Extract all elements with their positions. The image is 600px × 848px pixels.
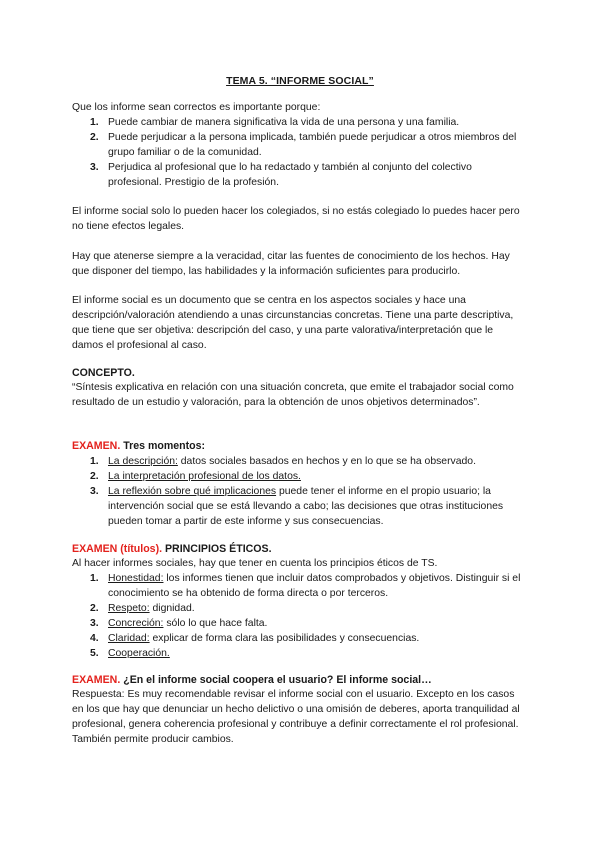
page-title: TEMA 5. “INFORME SOCIAL” <box>226 75 374 87</box>
intro-text: Que los informe sean correctos es importante porque: <box>72 102 321 113</box>
list-number: 1. <box>90 456 99 467</box>
coopera-heading <box>72 673 527 688</box>
list-item <box>72 616 527 631</box>
list-number: 3. <box>90 618 99 629</box>
momentos-list <box>72 454 527 529</box>
list-item-term: La descripción: <box>108 456 178 467</box>
list-item <box>72 454 527 469</box>
list-number: 3. <box>90 486 99 497</box>
concepto-heading: CONCEPTO. <box>72 367 135 379</box>
list-item-text: sólo lo que hace falta. <box>163 618 268 629</box>
list-item <box>72 571 527 601</box>
list-number: 1. <box>90 573 99 584</box>
list-item-text: datos sociales basados en hechos y en lo que se ha observado. <box>177 456 476 467</box>
list-item <box>72 631 527 646</box>
list-item-term: Concreción: <box>108 618 164 629</box>
list-item-text: explicar de forma clara las posibilidades y consecuencias. <box>149 633 420 644</box>
exam-label: EXAMEN. <box>72 440 121 452</box>
list-item-text: Puede perjudicar a la persona implicada, también puede perjudicar a otros miembros del grupo familiar o de la comunidad. <box>108 132 517 158</box>
coopera-text: Respuesta: Es muy recomendable revisar el informe social con el usuario. Excepto en los casos en los que hay que denunciar un hecho delictivo o una omisión de deberes, aporta tranquilidad al profesional, genera coherencia profesional y contribuye a definir correctamente el rol profesional. También permite producir cambios. <box>72 689 520 745</box>
list-number: 5. <box>90 648 99 659</box>
exam-label: EXAMEN. <box>72 674 121 686</box>
list-item <box>72 469 527 484</box>
list-number: 2. <box>90 471 99 482</box>
list-item-text: dignidad. <box>149 603 195 614</box>
list-item-text: los informes tienen que incluir datos comprobados y objetivos. Distinguir si el conocimiento se ha obtenido de forma directa o por terceros. <box>108 573 521 599</box>
list-item <box>72 130 527 160</box>
list-item-term: Respeto: <box>108 603 150 614</box>
principios-title: PRINCIPIOS ÉTICOS. <box>162 543 272 555</box>
list-item <box>72 484 527 529</box>
list-item-term: La interpretación profesional de los datos. <box>108 471 301 482</box>
list-item <box>72 160 527 190</box>
concepto-text: “Síntesis explicativa en relación con una situación concreta, que emite el trabajador social como resultado de un estudio y valoración, para la obtención de unos objetivos determinados”. <box>72 382 514 408</box>
list-number: 3. <box>90 162 99 173</box>
coopera-title: ¿En el informe social coopera el usuario? El informe social… <box>120 674 432 686</box>
momentos-title: Tres momentos: <box>123 440 206 452</box>
principios-list <box>72 571 527 661</box>
paragraph-documento: El informe social es un documento que se centra en los aspectos sociales y hace una descripción/valoración atendiendo a unas circunstancias concretas. Tiene una parte descriptiva, que tiene que ser objetiva: descripción del caso, y una parte valorativa/interpretación que le damos el profesional al caso. <box>72 295 514 351</box>
list-item-term: Claridad: <box>108 633 150 644</box>
list-item <box>72 115 527 130</box>
list-item-term: Cooperación. <box>108 648 170 659</box>
list-number: 1. <box>90 117 99 128</box>
list-number: 2. <box>90 132 99 143</box>
list-item <box>72 646 527 661</box>
principios-heading <box>72 542 527 557</box>
list-number: 2. <box>90 603 99 614</box>
list-item <box>72 601 527 616</box>
reasons-list <box>72 115 527 190</box>
list-item-text: Puede cambiar de manera significativa la vida de una persona y una familia. <box>108 117 460 128</box>
paragraph-colegiados: El informe social solo lo pueden hacer los colegiados, si no estás colegiado lo puedes hacer pero no tiene efectos legales. <box>72 206 520 232</box>
list-item-text: puede tener el informe en el propio usuario; la intervención social que se está llevando a cabo; las decisiones que otras instituciones pueden tomar a partir de este informe y sus consecuencias. <box>108 486 504 527</box>
principios-intro: Al hacer informes sociales, hay que tener en cuenta los principios éticos de TS. <box>72 558 438 569</box>
list-number: 4. <box>90 633 99 644</box>
paragraph-veracidad: Hay que atenerse siempre a la veracidad, citar las fuentes de conocimiento de los hechos. Hay que disponer del tiempo, las habilidades y la información suficientes para producirlo. <box>72 251 510 277</box>
momentos-heading <box>72 439 527 454</box>
list-item-term: La reflexión sobre qué implicaciones <box>108 486 277 497</box>
list-item-text: Perjudica al profesional que lo ha redactado y también al conjunto del colectivo profesional. Prestigio de la profesión. <box>108 162 472 188</box>
list-item-term: Honestidad: <box>108 573 164 584</box>
exam-label: EXAMEN (títulos). <box>72 543 163 555</box>
